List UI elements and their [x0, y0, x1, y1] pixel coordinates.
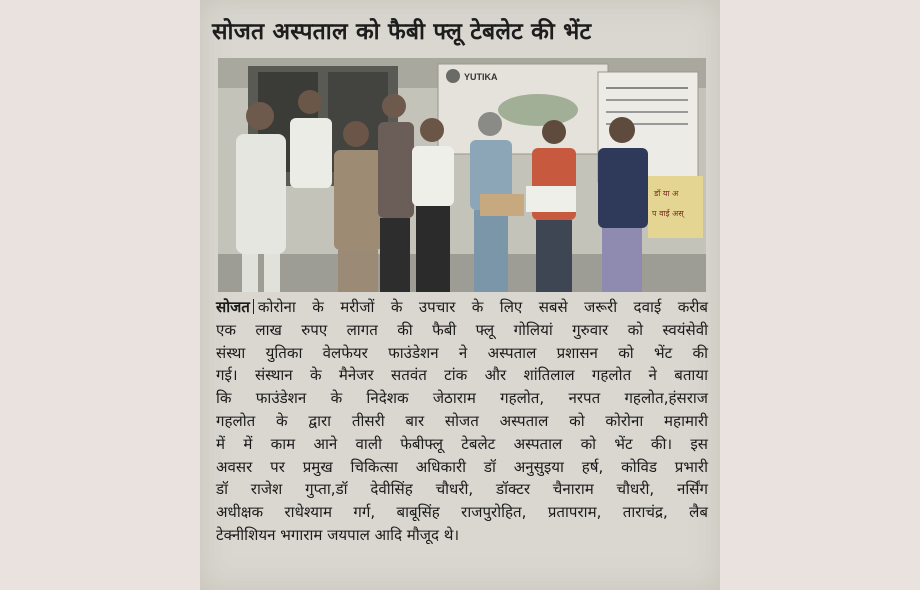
banner-logo-icon — [446, 69, 460, 83]
person-4 — [378, 94, 414, 292]
body-line: कि फाउंडेशन के निदेशक जेठाराम गहलोत, नरपत गहलोत,हंसराज — [216, 389, 708, 408]
svg-text:डॉ या अ: डॉ या अ — [654, 189, 679, 198]
body-line: एक लाख रुपए लागत की फैबी फ्लू गोलियां गुरुवार को स्वयंसेवी — [216, 320, 708, 339]
body-line: अवसर पर प्रमुख चिकित्सा अधिकारी डॉ अनुसुइया हर्ष, कोविड प्रभारी — [216, 457, 708, 476]
newspaper-clipping — [200, 0, 720, 590]
article-body — [216, 296, 708, 547]
body-line: गहलोत के द्वारा तीसरी बार सोजत अस्पताल को कोरोना महामारी — [216, 411, 708, 430]
body-line: डॉ राजेश गुप्ता,डॉ देवीसिंह चौधरी, डॉक्टर चैनाराम चौधरी, नर्सिंग — [216, 480, 708, 499]
dateline-separator — [253, 299, 254, 314]
body-line: टेक्नीशियन भगाराम जयपाल आदि मौजूद थे। — [216, 525, 460, 544]
body-line: गई। संस्थान के मैनेजर सतवंत टांक और शांतिलाल गहलोत ने बताया — [216, 366, 708, 385]
news-photo — [218, 58, 706, 292]
headline: सोजत अस्पताल को फैबी फ्लू टेबलेट की भेंट — [212, 19, 592, 45]
body-line — [216, 296, 708, 319]
body-line-text: कोरोना के मरीजों के उपचार के लिए सबसे जरूरी दवाई करीब — [257, 298, 708, 316]
body-line: में में काम आने वाली फेबीफ्लू टेबलेट अस्पताल को भेंट की। इस — [216, 434, 708, 453]
dateline: सोजत — [216, 298, 250, 316]
banner-text: YUTIKA — [464, 72, 498, 82]
svg-text:प वाई अस्: प वाई अस् — [652, 209, 684, 218]
photo-illustration — [218, 58, 706, 292]
body-line: अधीक्षक राधेश्याम गर्ग, बाबूसिंह राजपुरोहित, प्रतापराम, ताराचंद्र, लैब — [216, 503, 708, 522]
body-line: संस्था युतिका वेलफेयर फाउंडेशन ने अस्पताल प्रशासन को भेंट की — [216, 343, 708, 362]
